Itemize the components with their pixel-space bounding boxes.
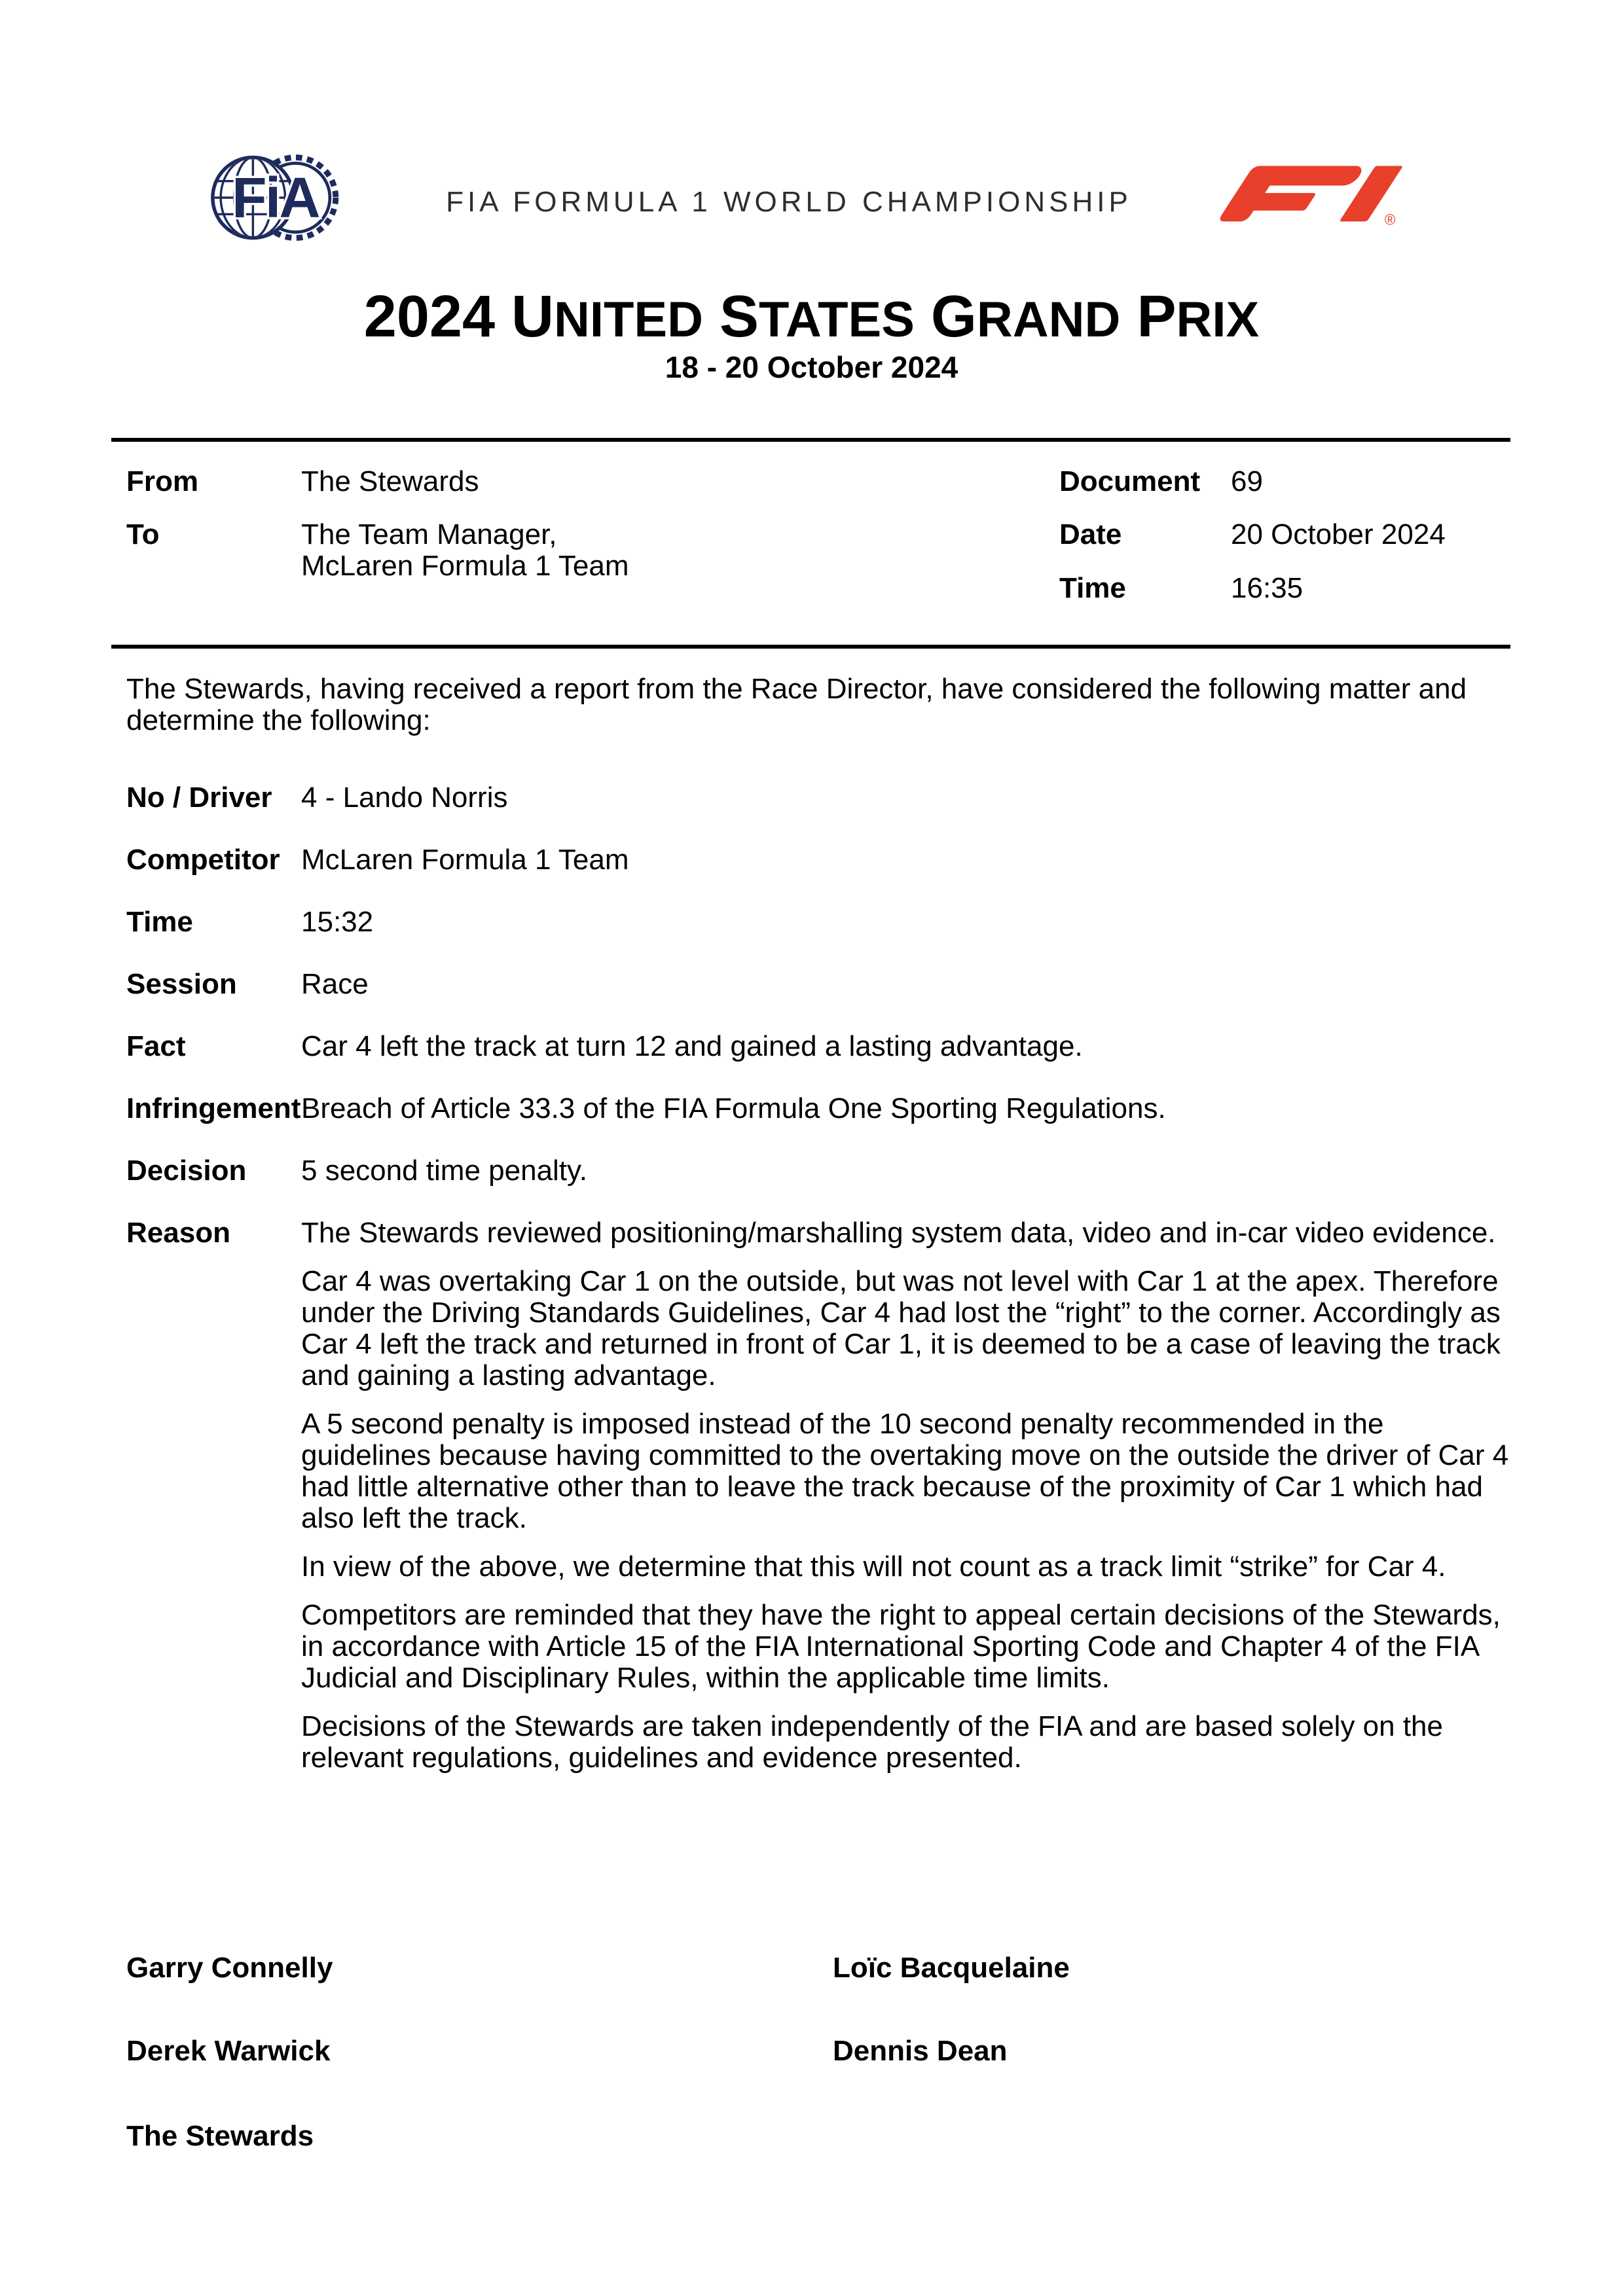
f1-logo-icon (1213, 161, 1409, 229)
detail-value: Breach of Article 33.3 of the FIA Formula One Sporting Regulations. (301, 1092, 1166, 1124)
detail-row-infringement (126, 1093, 1509, 1124)
divider-top (111, 438, 1510, 442)
from-value: The Stewards (301, 465, 479, 497)
championship-header: FIA FORMULA 1 WORLD CHAMPIONSHIP (446, 186, 1132, 218)
reason-label: Reason (126, 1217, 230, 1249)
date-label: Date (1059, 518, 1122, 550)
steward-signature: Loïc Bacquelaine (833, 1952, 1070, 1984)
fia-logo-text: FiA (232, 166, 319, 230)
detail-value: 5 second time penalty. (301, 1155, 587, 1187)
steward-signature: Derek Warwick (126, 2035, 331, 2067)
intro-paragraph: The Stewards, having received a report from the Race Director, have considered the following matter and determine the following: (126, 673, 1467, 736)
date-value: 20 October 2024 (1231, 518, 1446, 550)
decision-details (126, 782, 1509, 1217)
page-title: 2024 UNITED STATES GRAND PRIX (363, 284, 1260, 350)
signature-footer: The Stewards (126, 2120, 314, 2152)
to-value (301, 519, 629, 582)
detail-row-no-driver (126, 782, 1509, 814)
detail-value: 4 - Lando Norris (301, 781, 508, 814)
detail-label: Fact (126, 1030, 186, 1062)
detail-label: No / Driver (126, 781, 272, 814)
divider-bottom (111, 645, 1510, 649)
time-value: 16:35 (1231, 572, 1304, 604)
time-label: Time (1059, 572, 1126, 604)
detail-label: Session (126, 968, 237, 1000)
reason-section (126, 1217, 1509, 1791)
detail-label: Time (126, 906, 193, 938)
detail-value: 15:32 (301, 906, 374, 938)
detail-row-competitor (126, 844, 1509, 876)
reason-paragraphs (301, 1217, 1509, 1791)
reason-paragraph: In view of the above, we determine that this will not count as a track limit “strike” for Car 4. (301, 1551, 1446, 1583)
detail-row-time (126, 906, 1509, 938)
fia-logo-icon (208, 151, 342, 245)
detail-label: Competitor (126, 844, 280, 876)
detail-value: Car 4 left the track at turn 12 and gained a lasting advantage. (301, 1030, 1083, 1062)
detail-row-session (126, 969, 1509, 1000)
detail-value: Race (301, 968, 369, 1000)
to-value-line2: McLaren Formula 1 Team (301, 550, 629, 582)
document-value: 69 (1231, 465, 1263, 497)
detail-row-fact (126, 1031, 1509, 1062)
steward-signature: Dennis Dean (833, 2035, 1008, 2067)
detail-value: McLaren Formula 1 Team (301, 844, 629, 876)
f1-registered-mark: ® (1384, 211, 1396, 228)
to-label: To (126, 518, 160, 550)
reason-paragraph: Car 4 was overtaking Car 1 on the outside, but was not level with Car 1 at the apex. Therefore under the Driving Standards Guidelines, Car 4 had lost the “right” to the corner. Accordingly as Car 4 left the track and returned in front of Car 1, it is deemed to be a case of leaving the track and gaining a lasting advantage. (301, 1265, 1501, 1391)
reason-paragraph: Competitors are reminded that they have the right to appeal certain decisions of the Stewards, in accordance with Article 15 of the FIA International Sporting Code and Chapter 4 of the FIA Judicial and Disciplinary Rules, within the applicable time limits. (301, 1599, 1501, 1694)
document-label: Document (1059, 465, 1201, 497)
to-value-line1: The Team Manager, (301, 518, 557, 550)
event-date-range: 18 - 20 October 2024 (665, 350, 958, 384)
detail-row-decision (126, 1155, 1509, 1187)
from-label: From (126, 465, 198, 497)
reason-paragraph: A 5 second penalty is imposed instead of the 10 second penalty recommended in the guidelines because having committed to the overtaking move on the outside the driver of Car 4 had little alternative other than to leave the track because of the proximity of Car 1 which had also left the track. (301, 1408, 1509, 1534)
detail-label: Infringement (126, 1092, 301, 1124)
reason-paragraph: The Stewards reviewed positioning/marshalling system data, video and in-car video evidence. (301, 1217, 1496, 1249)
detail-label: Decision (126, 1155, 247, 1187)
steward-signature: Garry Connelly (126, 1952, 333, 1984)
reason-paragraph: Decisions of the Stewards are taken independently of the FIA and are based solely on the relevant regulations, guidelines and evidence presented. (301, 1710, 1443, 1774)
